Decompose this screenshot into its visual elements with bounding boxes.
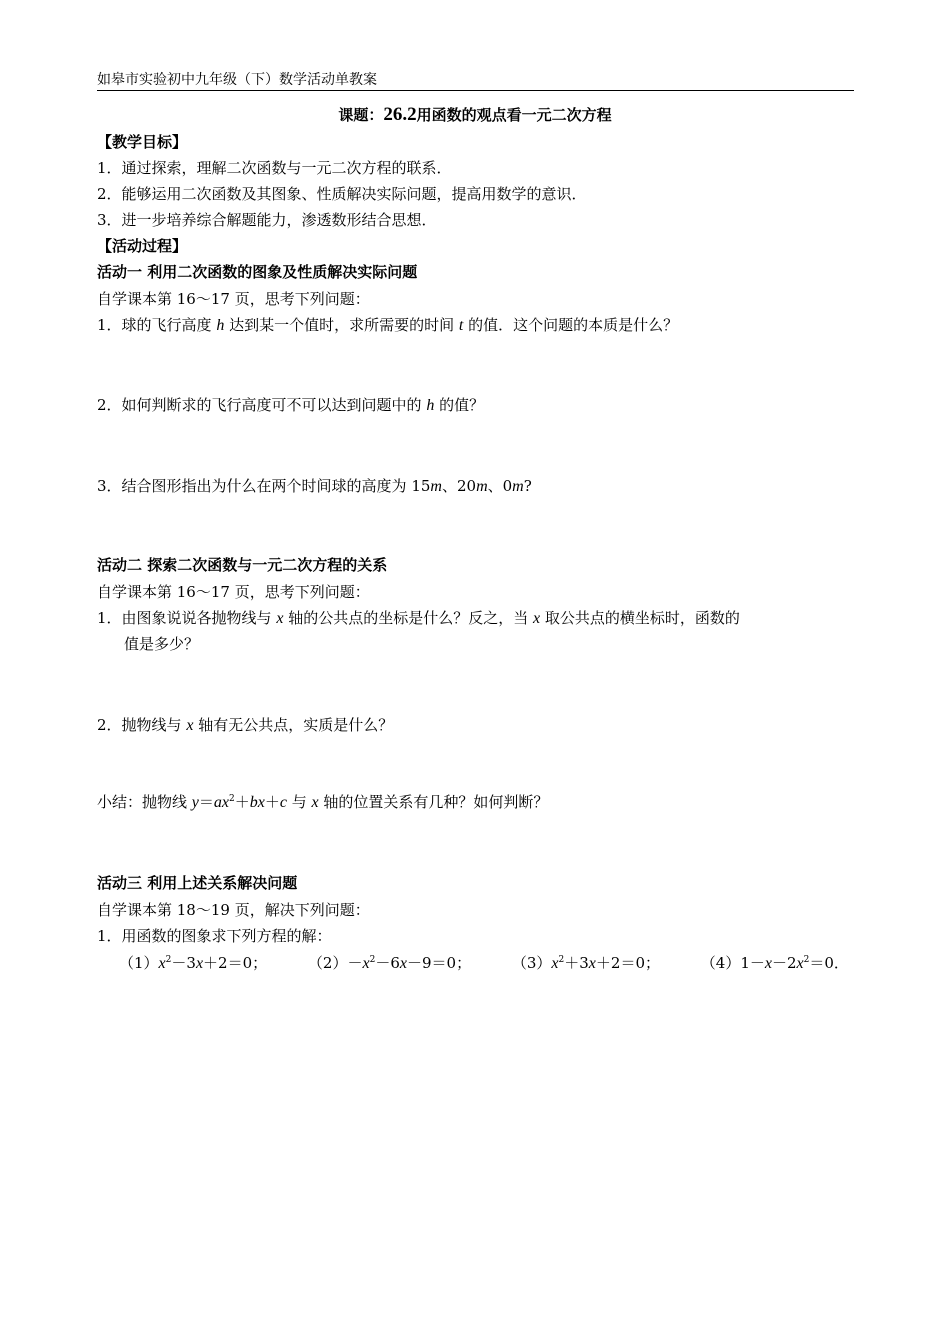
activity2-summary: 小结：抛物线 $y=ax^2+bx+c$ 与 x 轴的位置关系有几种？如何判断？ [97, 793, 549, 811]
process-heading: 【活动过程】 [97, 237, 188, 255]
title-text: 用函数的观点看一元二次方程 [416, 106, 612, 124]
goal-item-2: 2．能够运用二次函数及其图象、性质解决实际问题，提高用数学的意识． [97, 185, 587, 203]
activity3-heading: 活动三 利用上述关系解决问题 [97, 874, 298, 892]
activity1-question-3: 3．结合图形指出为什么在两个时间球的高度为 15m、20m、0m? [97, 477, 532, 495]
goal-item-1: 1．通过探索，理解二次函数与一元二次方程的联系． [97, 159, 452, 177]
activity2-intro: 自学课本第 16～17 页，思考下列问题： [97, 583, 370, 601]
page-header: 如皋市实验初中九年级（下）数学活动单教案 [97, 70, 854, 91]
equation-4: $(4)1-x-2x^2=0$． [700, 954, 849, 972]
activity3-intro: 自学课本第 18～19 页，解决下列问题： [97, 901, 370, 919]
equation-list [119, 951, 849, 976]
activity2-heading: 活动二 探索二次函数与一元二次方程的关系 [97, 556, 388, 574]
title-prefix: 课题： [338, 106, 384, 124]
activity1-heading: 活动一 利用二次函数的图象及性质解决实际问题 [97, 263, 418, 281]
title-number: 26.2 [383, 104, 417, 125]
goals-heading: 【教学目标】 [97, 133, 188, 151]
goal-item-3: 3．进一步培养综合解题能力，渗透数形结合思想． [97, 211, 437, 229]
activity2-question-2: 2．抛物线与 x 轴有无公共点，实质是什么？ [97, 716, 394, 734]
activity3-question-1: 1．用函数的图象求下列方程的解： [97, 927, 332, 945]
equation-1: $(1)x^2-3x+2=0$； [119, 954, 268, 972]
activity1-question-2: 2．如何判断求的飞行高度可不可以达到问题中的 h 的值？ [97, 396, 485, 414]
activity1-intro: 自学课本第 16～17 页，思考下列问题： [97, 290, 370, 308]
equation-3: $(3)x^2+3x+2=0$； [511, 954, 660, 972]
activity2-question-1: 1．由图象说说各抛物线与 x 轴的公共点的坐标是什么？反之，当 x 取公共点的横坐标时，函数的 [97, 609, 740, 627]
activity1-question-1: 1．球的飞行高度 h 达到某一个值时，求所需要的时间 t 的值．这个问题的本质是什么？ [97, 316, 679, 334]
lesson-title [0, 101, 950, 129]
equation-2: $(2)-x^2-6x-9=0$； [307, 954, 472, 972]
activity2-question-1-cont: 值是多少？ [124, 635, 200, 653]
